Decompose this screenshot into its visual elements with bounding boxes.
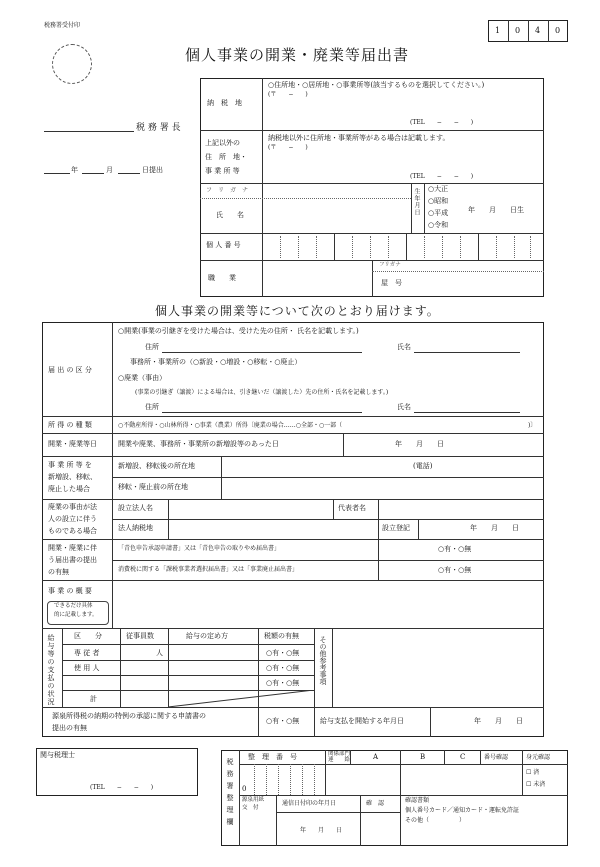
filing-cons-yesno[interactable]: ○有・○無: [438, 566, 472, 574]
rep-name-label: 代表者名: [338, 504, 366, 512]
filing-label-1: 開業・廃業に伴: [48, 544, 97, 552]
loc-new-label: 新増設、移転後の所在地: [118, 462, 195, 470]
other-addr-tel[interactable]: (TEL − − ): [410, 173, 474, 180]
salary-unit: 人: [156, 649, 163, 657]
salary-total-diagonal: [168, 690, 314, 707]
bango-label: 番号確認: [484, 754, 509, 761]
filing-label-2: う届出書の提出: [48, 556, 97, 564]
open-date-value[interactable]: 年 月 日: [395, 440, 444, 448]
loc-old-label: 移転・廃止前の所在地: [118, 483, 188, 491]
shorui-2: 個人番号カード／通知カード・運転免許証: [405, 807, 520, 814]
corp-reg-label: 設立登記: [382, 524, 410, 532]
date-label: 開業・廃業等日: [48, 440, 97, 448]
salary-label: 給与等の支払の状況: [47, 634, 55, 706]
biz-note-1: できるだけ具体: [54, 603, 93, 609]
col-b: B: [420, 753, 426, 761]
loc-label-2: 新増設、移転、: [48, 473, 97, 481]
corp-name-label: 設立法人名: [118, 504, 153, 512]
birth-suffix: 年 月 日生: [468, 206, 524, 214]
col-c: C: [460, 753, 466, 761]
close-address-label: 住所: [145, 403, 159, 411]
shop-furigana-label: フリガナ: [379, 262, 401, 268]
biz-label: 事 業 の 概 要: [48, 587, 92, 595]
salary-header-kubun: 区 分: [74, 632, 102, 640]
statement: 個人事業の開業等について次のとおり届けます。: [155, 304, 440, 318]
corp-label-1: 廃業の事由が法: [48, 503, 97, 511]
salary-header-method: 給与の定め方: [186, 632, 228, 640]
income-options[interactable]: ○不動産所得・○山林所得・○事業（農業）所得〔廃業の場合……○全部・○一部（: [118, 422, 343, 429]
other-addr-label-3: 事 業 所 等: [205, 167, 240, 175]
doc-code-1: 1: [495, 26, 501, 35]
tsushin-label: 通信日付印の年月日: [282, 800, 337, 807]
furigana-label: フ リ ガ ナ: [206, 187, 249, 194]
doc-code-2: 0: [515, 26, 521, 35]
withhold-yesno[interactable]: ○有・○無: [266, 717, 300, 725]
office-suffix: 税 務 署 長: [136, 123, 181, 133]
seiri-label: 整 理 番 号: [248, 753, 297, 761]
filing-cons: 消費税に関する「課税事業者選択届出書」又は「事業廃止届出書」: [118, 566, 299, 573]
corp-label-3: ものである場合: [48, 527, 97, 535]
salary-row3-yesno[interactable]: ○有・○無: [266, 679, 300, 687]
loc-label-1: 事 業 所 等 を: [48, 461, 92, 469]
tax-accountant-tel[interactable]: (TEL − − ): [90, 784, 154, 791]
tax-accountant-label: 関与税理士: [40, 751, 75, 759]
salary-row1-yesno[interactable]: ○有・○無: [266, 649, 300, 657]
close-note: (事業の引継ぎ（譲渡）による場合は、引き継いだ（譲渡した）先の住所・氏名を記載します。): [135, 389, 389, 396]
job-label: 職 業: [208, 274, 236, 282]
office-col-label: 税務署整理欄: [226, 758, 234, 830]
other-addr-label-2: 住 所 地・: [205, 153, 247, 161]
receipt-stamp-area: [52, 44, 92, 84]
filing-blue-yesno[interactable]: ○有・○無: [438, 545, 472, 553]
nozei-option[interactable]: ○住所地・○居所地・○事業所等(該当するものを選択してください。): [268, 81, 485, 89]
open-address-label: 住所: [145, 343, 159, 351]
salary-row-senjusha: 専 従 者: [74, 649, 100, 657]
income-label: 所 得 の 種 類: [48, 421, 92, 429]
kankei-1: 関係部門: [328, 751, 351, 757]
income-close: )〕: [528, 422, 537, 429]
seiri-zero: 0: [242, 785, 247, 793]
office-change-line[interactable]: 事務所・事業所の（○新設・○増設・○移転・○廃止）: [130, 358, 302, 366]
filing-label-3: の有無: [48, 568, 69, 576]
pay-start-date[interactable]: 年 月 日: [474, 717, 523, 725]
pay-start-label: 給与支払を開始する年月日: [320, 717, 404, 725]
close-name-label: 氏名: [397, 403, 411, 411]
id-label: 個 人 番 号: [206, 241, 241, 249]
salary-header-count: 従事員数: [126, 632, 154, 640]
filing-blue: 「青色申告承認申請書」又は「青色申告の取りやめ届出書」: [118, 545, 281, 552]
tsushin-date: 年 月 日: [300, 827, 343, 834]
era-taisho[interactable]: ○大正: [428, 185, 449, 193]
page-title: 個人事業の開業・廃業等届出書: [185, 46, 410, 64]
salary-header-tax: 税額の有無: [264, 632, 299, 640]
withhold-2: 提出の有無: [52, 724, 87, 732]
date-text: 開業や廃業、事務所・事業所の新増設等のあった日: [118, 440, 279, 448]
col-a: A: [373, 753, 379, 761]
corp-label-2: 人の設立に伴う: [48, 515, 97, 523]
salary-total: 計: [90, 695, 97, 703]
name-label: 氏 名: [216, 211, 244, 219]
date-year: 年: [71, 166, 78, 174]
other-addr-note: 納税地以外に住所地・事業所等がある場合は記載します。: [268, 134, 450, 142]
other-ref-label: その他参考事項: [319, 636, 327, 685]
gensen-1: 源泉用紙: [242, 797, 265, 803]
close-line[interactable]: ○廃業（事由）: [118, 374, 167, 382]
gensen-2: 交 付: [242, 805, 259, 811]
mimoto-misumi[interactable]: ☐ 未済: [526, 781, 546, 788]
kubun-label: 届 出 の 区 分: [48, 366, 92, 374]
era-showa[interactable]: ○昭和: [428, 197, 449, 205]
loc-label-3: 廃止した場合: [48, 485, 90, 493]
date-day: 日提出: [142, 166, 163, 174]
shorui-3: その他（ ）: [405, 817, 466, 824]
withhold-1: 源泉所得税の納期の特例の承認に関する申請書の: [52, 712, 206, 720]
kakunin-label: 確 認: [366, 800, 385, 807]
loc-new-tel: (電話): [413, 462, 433, 470]
nozei-postal[interactable]: (〒 − ): [268, 91, 308, 98]
corp-tax-label: 法人納税地: [118, 524, 153, 532]
biz-note-2: 的に記載します。: [54, 612, 98, 618]
open-name-label: 氏名: [397, 343, 411, 351]
office-name-line[interactable]: [44, 131, 134, 132]
kankei-2: 連 絡: [328, 757, 351, 763]
shop-label: 屋 号: [381, 279, 402, 287]
date-month: 月: [106, 166, 113, 174]
birth-label: 生年月日: [413, 188, 420, 216]
doc-code-4: 0: [555, 26, 561, 35]
mimoto-label: 身元確認: [526, 754, 551, 761]
mimoto-sumi[interactable]: ☐ 済: [526, 769, 540, 776]
salary-row-shiyonin: 使 用 人: [74, 664, 100, 672]
corp-reg-date[interactable]: 年 月 日: [470, 524, 519, 532]
nozei-tel[interactable]: (TEL − − ): [410, 119, 474, 126]
other-addr-postal[interactable]: (〒 − ): [268, 144, 308, 151]
doc-code-3: 4: [535, 26, 541, 35]
other-addr-label-1: 上記以外の: [205, 139, 240, 147]
salary-row2-yesno[interactable]: ○有・○無: [266, 664, 300, 672]
nozei-label: 納 税 地: [207, 99, 242, 107]
open-line[interactable]: ○開業(事業の引継ぎを受けた場合は、受けた先の住所・ 氏名を記載します。): [118, 327, 359, 335]
stamp-label: 税務署受付印: [44, 22, 81, 29]
shorui-1: 確認書類: [405, 797, 430, 804]
era-heisei[interactable]: ○平成: [428, 209, 449, 217]
era-reiwa[interactable]: ○令和: [428, 221, 449, 229]
